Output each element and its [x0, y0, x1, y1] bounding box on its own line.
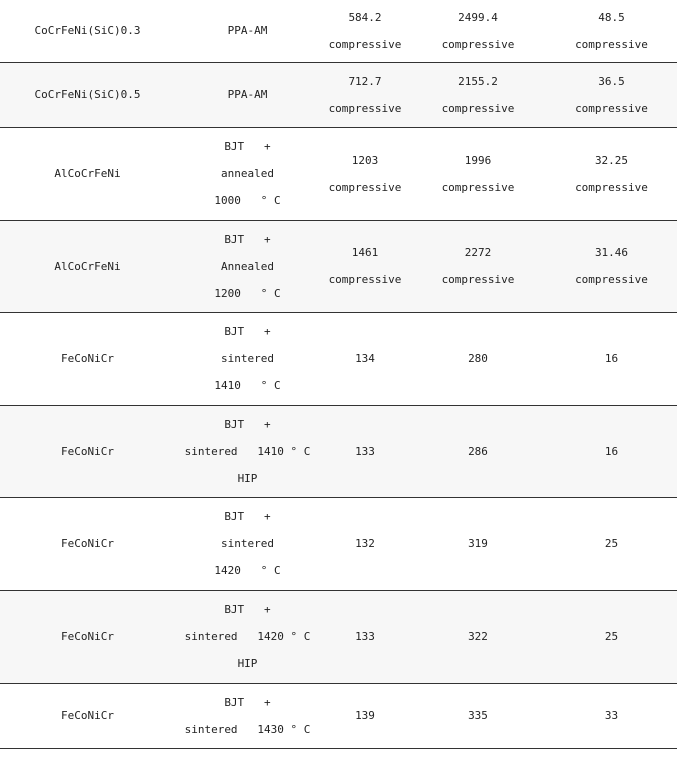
yield-strength-cell — [320, 127, 410, 220]
cell-line: 25 — [604, 537, 619, 550]
yield-strength-cell — [320, 312, 410, 405]
table-row — [0, 220, 677, 312]
yield-strength-cell — [320, 497, 410, 590]
table-row — [0, 312, 677, 405]
cell-line: 280 — [468, 352, 488, 365]
ultimate-strength-cell — [410, 312, 546, 405]
cell-line: FeCoNiCr — [61, 352, 114, 365]
cell-line: 1461 — [351, 246, 379, 259]
cell-line: sintered 1430 ° C — [184, 722, 311, 736]
material-cell — [0, 312, 175, 405]
cell-line: BJT + — [224, 510, 271, 523]
cell-line: BJT + — [224, 417, 271, 431]
cell-line: 31.46 — [594, 246, 629, 259]
material-cell — [0, 590, 175, 683]
cell-line: compressive — [575, 37, 648, 51]
cell-line: 335 — [468, 709, 488, 722]
cell-line: sintered — [221, 537, 274, 550]
yield-strength-cell — [320, 405, 410, 497]
cell-line: 25 — [604, 630, 619, 643]
cell-line: CoCrFeNi(SiC)0.3 — [34, 24, 141, 38]
cell-line: 712.7 — [348, 74, 382, 88]
cell-line: sintered — [221, 352, 274, 365]
cell-line: BJT + — [224, 232, 271, 246]
ultimate-strength-cell — [410, 0, 546, 62]
cell-line: 322 — [468, 630, 488, 643]
cell-line: compressive — [575, 180, 648, 194]
table-row — [0, 497, 677, 590]
cell-line: BJT + — [224, 140, 271, 153]
process-cell — [175, 62, 320, 127]
cell-line: 16 — [604, 444, 619, 458]
cell-line: 48.5 — [598, 10, 625, 24]
cell-line: PPA-AM — [227, 88, 268, 101]
cell-line: compressive — [328, 37, 402, 51]
cell-line: HIP — [237, 471, 258, 485]
material-cell — [0, 127, 175, 220]
cell-line: 32.25 — [594, 153, 629, 167]
cell-line: 139 — [355, 709, 375, 722]
cell-line: compressive — [441, 273, 515, 286]
cell-line: compressive — [575, 273, 648, 286]
cell-line: 133 — [355, 630, 375, 643]
yield-strength-cell — [320, 62, 410, 127]
ultimate-strength-cell — [410, 127, 546, 220]
strain-cell — [546, 683, 677, 748]
cell-line: annealed — [221, 167, 274, 180]
cell-line: compressive — [575, 101, 648, 115]
cell-line: compressive — [328, 273, 402, 286]
process-cell — [175, 0, 320, 62]
strain-cell — [546, 220, 677, 312]
yield-strength-cell — [320, 590, 410, 683]
process-cell — [175, 220, 320, 312]
cell-line: 134 — [355, 352, 375, 365]
cell-line: 1410 ° C — [214, 379, 281, 392]
table-row — [0, 683, 677, 748]
cell-line: CoCrFeNi(SiC)0.5 — [34, 88, 141, 101]
ultimate-strength-cell — [410, 405, 546, 497]
ultimate-strength-cell — [410, 590, 546, 683]
material-cell — [0, 683, 175, 748]
cell-line: 2155.2 — [458, 74, 498, 88]
cell-line: 1996 — [464, 153, 492, 167]
material-cell — [0, 405, 175, 497]
strain-cell — [546, 127, 677, 220]
cell-line: sintered 1410 ° C — [184, 444, 311, 458]
material-cell — [0, 0, 175, 62]
yield-strength-cell — [320, 683, 410, 748]
table-row — [0, 405, 677, 497]
cell-line: FeCoNiCr — [61, 630, 114, 643]
process-cell — [175, 590, 320, 683]
process-cell — [175, 497, 320, 590]
cell-line: FeCoNiCr — [61, 537, 114, 550]
cell-line: BJT + — [224, 603, 271, 616]
table-row — [0, 0, 677, 62]
cell-line: compressive — [441, 101, 515, 115]
process-cell — [175, 405, 320, 497]
ultimate-strength-cell — [410, 497, 546, 590]
cell-line: AlCoCrFeNi — [54, 167, 121, 180]
yield-strength-cell — [320, 220, 410, 312]
cell-line: compressive — [441, 180, 515, 194]
cell-line: compressive — [328, 101, 402, 115]
cell-line: 2272 — [464, 246, 492, 259]
cell-line: 2499.4 — [458, 10, 498, 24]
cell-line: 133 — [355, 444, 375, 458]
cell-line: FeCoNiCr — [61, 709, 114, 722]
table-row — [0, 62, 677, 127]
cell-line: 286 — [468, 444, 488, 458]
cell-line: compressive — [328, 180, 402, 194]
cell-line: 1000 ° C — [214, 194, 281, 207]
cell-line: 132 — [355, 537, 375, 550]
process-cell — [175, 127, 320, 220]
cell-line: AlCoCrFeNi — [54, 259, 121, 273]
strain-cell — [546, 590, 677, 683]
strain-cell — [546, 312, 677, 405]
strain-cell — [546, 405, 677, 497]
table-row — [0, 590, 677, 683]
material-cell — [0, 497, 175, 590]
cell-line: 36.5 — [598, 74, 625, 88]
ultimate-strength-cell — [410, 220, 546, 312]
material-cell — [0, 220, 175, 312]
table-row — [0, 127, 677, 220]
cell-line: 1203 — [351, 153, 379, 167]
yield-strength-cell — [320, 0, 410, 62]
cell-line: 1200 ° C — [214, 286, 281, 300]
cell-line: PPA-AM — [227, 24, 268, 38]
cell-line: FeCoNiCr — [61, 444, 114, 458]
cell-line: 16 — [604, 352, 619, 365]
strain-cell — [546, 62, 677, 127]
ultimate-strength-cell — [410, 62, 546, 127]
cell-line: 584.2 — [348, 10, 382, 24]
process-cell — [175, 312, 320, 405]
cell-line: BJT + — [224, 695, 271, 709]
cell-line: 319 — [468, 537, 488, 550]
cell-line: sintered 1420 ° C — [184, 630, 311, 643]
process-cell — [175, 683, 320, 748]
cell-line: BJT + — [224, 325, 271, 338]
cell-line: 33 — [604, 709, 619, 722]
strain-cell — [546, 0, 677, 62]
strain-cell — [546, 497, 677, 590]
material-cell — [0, 62, 175, 127]
cell-line: HIP — [237, 657, 258, 670]
cell-line: Annealed — [221, 259, 274, 273]
cell-line: 1420 ° C — [214, 564, 281, 577]
ultimate-strength-cell — [410, 683, 546, 748]
cell-line: compressive — [441, 37, 515, 51]
